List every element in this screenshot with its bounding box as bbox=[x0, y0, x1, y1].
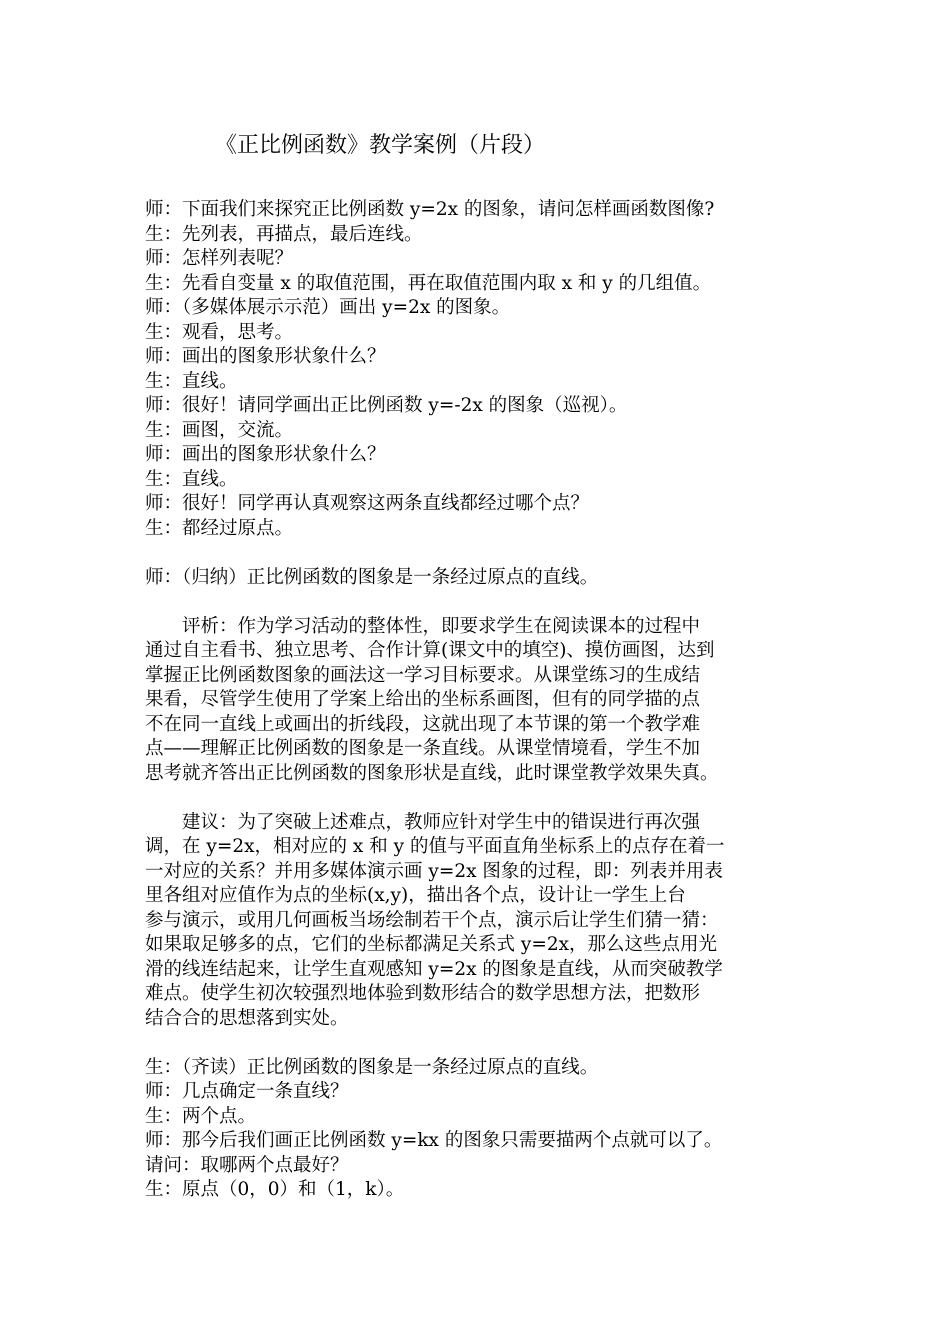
comment-line: 掌握正比例函数图象的画法这一学习目标要求。从课堂练习的生成结 bbox=[145, 664, 701, 686]
suggestion-line: 参与演示，或用几何画板当场绘制若干个点，演示后让学生们猜一猜： bbox=[145, 909, 719, 931]
suggestion-line: 里各组对应值作为点的坐标(x,y)，描出各个点，设计让一学生上台 bbox=[145, 885, 686, 906]
suggestion-line: 调，在 y=2x，相对应的 x 和 y 的值与平面直角坐标系上的点存在着一 bbox=[145, 836, 725, 857]
suggestion-paragraph bbox=[145, 811, 825, 1032]
dialogue-line: 师：下面我们来探究正比例函数 y=2x 的图象，请问怎样画函数图像? bbox=[145, 199, 715, 220]
dialogue-line: 师：画出的图象形状象什么？ bbox=[145, 444, 386, 465]
dialogue-line: 师：怎样列表呢？ bbox=[145, 248, 294, 269]
dialogue-line: 生：画图，交流。 bbox=[145, 419, 294, 441]
comment-line: 果看，尽管学生使用了学案上给出的坐标系画图，但有的同学描的点 bbox=[145, 689, 701, 710]
spacer bbox=[145, 1031, 825, 1056]
summary-line: 师：（归纳）正比例函数的图象是一条经过原点的直线。 bbox=[145, 566, 599, 588]
suggestion-line: 难点。使学生初次较强烈地体验到数形结合的数学思想方法，把数形 bbox=[145, 983, 701, 1004]
suggestion-line: 如果取足够多的点，它们的坐标都满足关系式 y=2x，那么这些点用光 bbox=[145, 934, 718, 955]
dialogue-line: 生：原点（0，0）和（1，k）。 bbox=[145, 1179, 405, 1200]
dialogue-line: 师：几点确定一条直线？ bbox=[145, 1081, 349, 1102]
suggestion-line: 滑的线连结起来，让学生直观感知 y=2x 的图象是直线，从而突破教学 bbox=[145, 958, 723, 980]
comment-line: 思考就齐答出正比例函数的图象形状是直线，此时课堂教学效果失真。 bbox=[145, 762, 719, 784]
dialogue-line: 师：（多媒体展示示范）画出 y=2x 的图象。 bbox=[145, 297, 511, 318]
dialogue-line: 请问：取哪两个点最好？ bbox=[145, 1154, 349, 1176]
dialogue-section-1 bbox=[145, 198, 825, 541]
dialogue-line: 生：（齐读）正比例函数的图象是一条经过原点的直线。 bbox=[145, 1056, 599, 1078]
dialogue-line: 师：画出的图象形状象什么？ bbox=[145, 346, 386, 367]
document-title: 《正比例函数》教学案例（片段） bbox=[215, 133, 546, 158]
dialogue-line: 生：先列表，再描点，最后连线。 bbox=[145, 223, 423, 245]
spacer bbox=[145, 541, 825, 566]
dialogue-line: 师：很好！请同学画出正比例函数 y=-2x 的图象（巡视）。 bbox=[145, 395, 628, 416]
comment-paragraph bbox=[145, 615, 825, 787]
document-page bbox=[145, 128, 825, 1203]
comment-line: 评析：作为学习活动的整体性，即要求学生在阅读课本的过程中 bbox=[182, 615, 701, 637]
dialogue-line: 师：那今后我们画正比例函数 y=kx 的图象只需要描两个点就可以了。 bbox=[145, 1130, 723, 1151]
spacer bbox=[145, 786, 825, 811]
dialogue-line: 生：观看，思考。 bbox=[145, 321, 294, 343]
suggestion-line: 建议：为了突破上述难点，教师应针对学生中的错误进行再次强 bbox=[182, 811, 701, 833]
dialogue-section-2 bbox=[145, 1056, 825, 1203]
suggestion-line: 一对应的关系？并用多媒体演示画 y=2x 图象的过程，即：列表并用表 bbox=[145, 860, 723, 882]
dialogue-line: 生：直线。 bbox=[145, 370, 238, 392]
spacer bbox=[145, 590, 825, 615]
suggestion-line: 结合合的思想落到实处。 bbox=[145, 1007, 349, 1029]
dialogue-line: 生：直线。 bbox=[145, 468, 238, 490]
comment-line: 通过自主看书、独立思考、合作计算(课文中的填空)、摸仿画图，达到 bbox=[145, 640, 715, 661]
dialogue-line: 生：先看自变量 x 的取值范围，再在取值范围内取 x 和 y 的几组值。 bbox=[145, 272, 712, 294]
comment-line: 不在同一直线上或画出的折线段，这就出现了本节课的第一个教学难 bbox=[145, 713, 701, 735]
dialogue-line: 生：都经过原点。 bbox=[145, 517, 294, 539]
dialogue-line: 生：两个点。 bbox=[145, 1105, 257, 1127]
dialogue-line: 师：很好！同学再认真观察这两条直线都经过哪个点？ bbox=[145, 493, 590, 514]
comment-line: 点——理解正比例函数的图象是一条直线。从课堂情境看，学生不加 bbox=[145, 738, 701, 759]
